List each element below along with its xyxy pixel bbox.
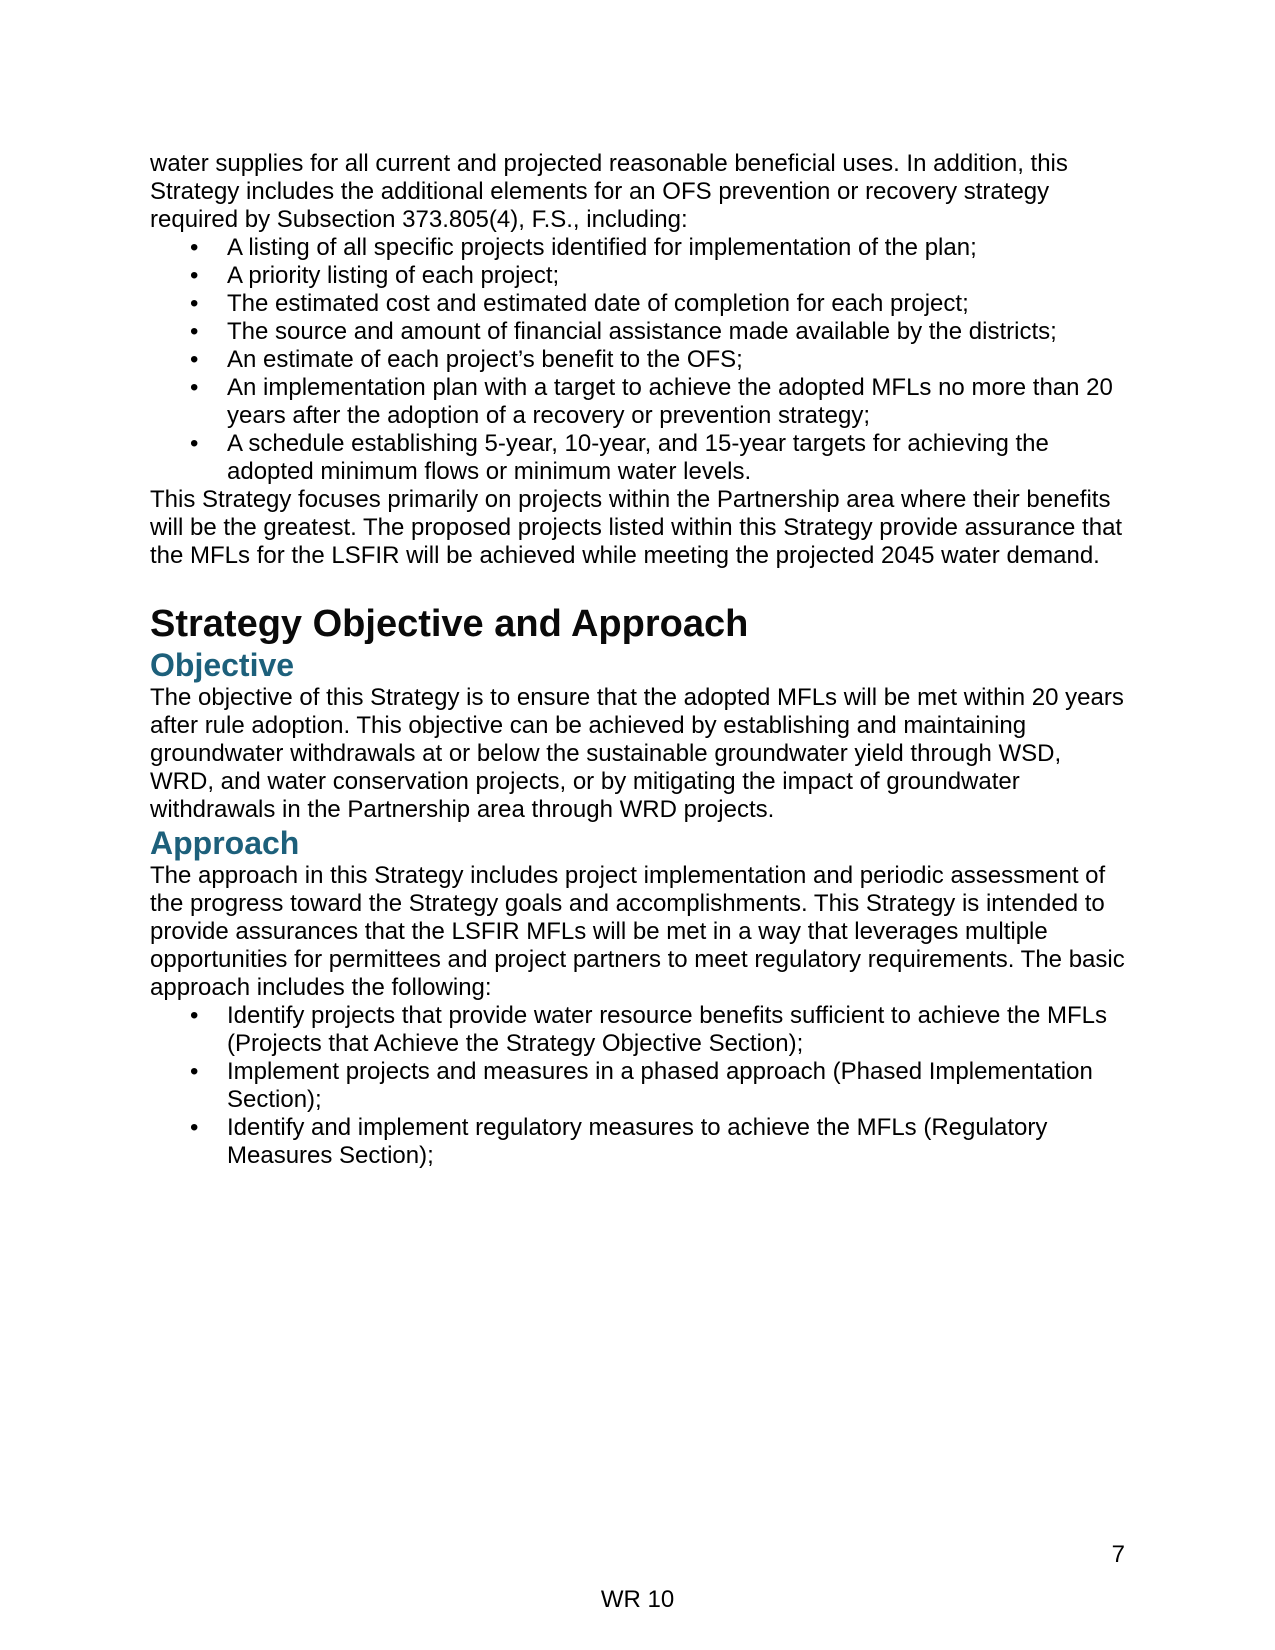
list-item: • Implement projects and measures in a phased approach (Phased Implementation Section); [150,1058,1125,1114]
list-item: • A priority listing of each project; [150,262,1125,290]
intro-paragraph: water supplies for all current and projected reasonable beneficial uses. In addition, this Strategy includes the additional elements for an OFS prevention or recovery strategy required by Subsection 373.805(4), F.S., including: [150,150,1068,233]
approach-list [150,1002,1125,1170]
list-item: • A schedule establishing 5-year, 10-year, and 15-year targets for achieving the adopted minimum flows or minimum water levels. [150,430,1125,486]
approach-heading: Approach [150,825,300,861]
footer-text: WR 10 [600,1586,675,1613]
objective-heading: Objective [150,647,295,683]
approach-paragraph: The approach in this Strategy includes project implementation and periodic assessment of the progress toward the Strategy goals and accomplishments. This Strategy is intended to provide assurances that the LSFIR MFLs will be met in a way that leverages multiple opportunities for permittees and project partners to meet regulatory requirements. The basic approach includes the following: [150,862,1125,1001]
objective-paragraph: The objective of this Strategy is to ensure that the adopted MFLs will be met within 20 years after rule adoption. This objective can be achieved by establishing and maintaining groundwater withdrawals at or below the sustainable groundwater yield through WSD, WRD, and water conservation projects, or by mitigating the impact of groundwater withdrawals in the Partnership area through WRD projects. [150,684,1124,823]
list-item: • The source and amount of financial assistance made available by the districts; [150,318,1125,346]
page-number: 7 [1111,1541,1125,1568]
list-item: • A listing of all specific projects identified for implementation of the plan; [150,234,1125,262]
focus-paragraph: This Strategy focuses primarily on projects within the Partnership area where their benefits will be the greatest. The proposed projects listed within this Strategy provide assurance that the MFLs for the LSFIR will be achieved while meeting the projected 2045 water demand. [150,486,1123,569]
list-item: • The estimated cost and estimated date of completion for each project; [150,290,1125,318]
list-item: • An implementation plan with a target to achieve the adopted MFLs no more than 20 years after the adoption of a recovery or prevention strategy; [150,374,1125,430]
list-item: • An estimate of each project’s benefit to the OFS; [150,346,1125,374]
requirements-list [150,234,1125,486]
list-item: • Identify projects that provide water resource benefits sufficient to achieve the MFLs (Projects that Achieve the Strategy Objective Section); [150,1002,1125,1058]
list-item: • Identify and implement regulatory measures to achieve the MFLs (Regulatory Measures Section); [150,1114,1125,1170]
main-heading: Strategy Objective and Approach [150,603,749,645]
